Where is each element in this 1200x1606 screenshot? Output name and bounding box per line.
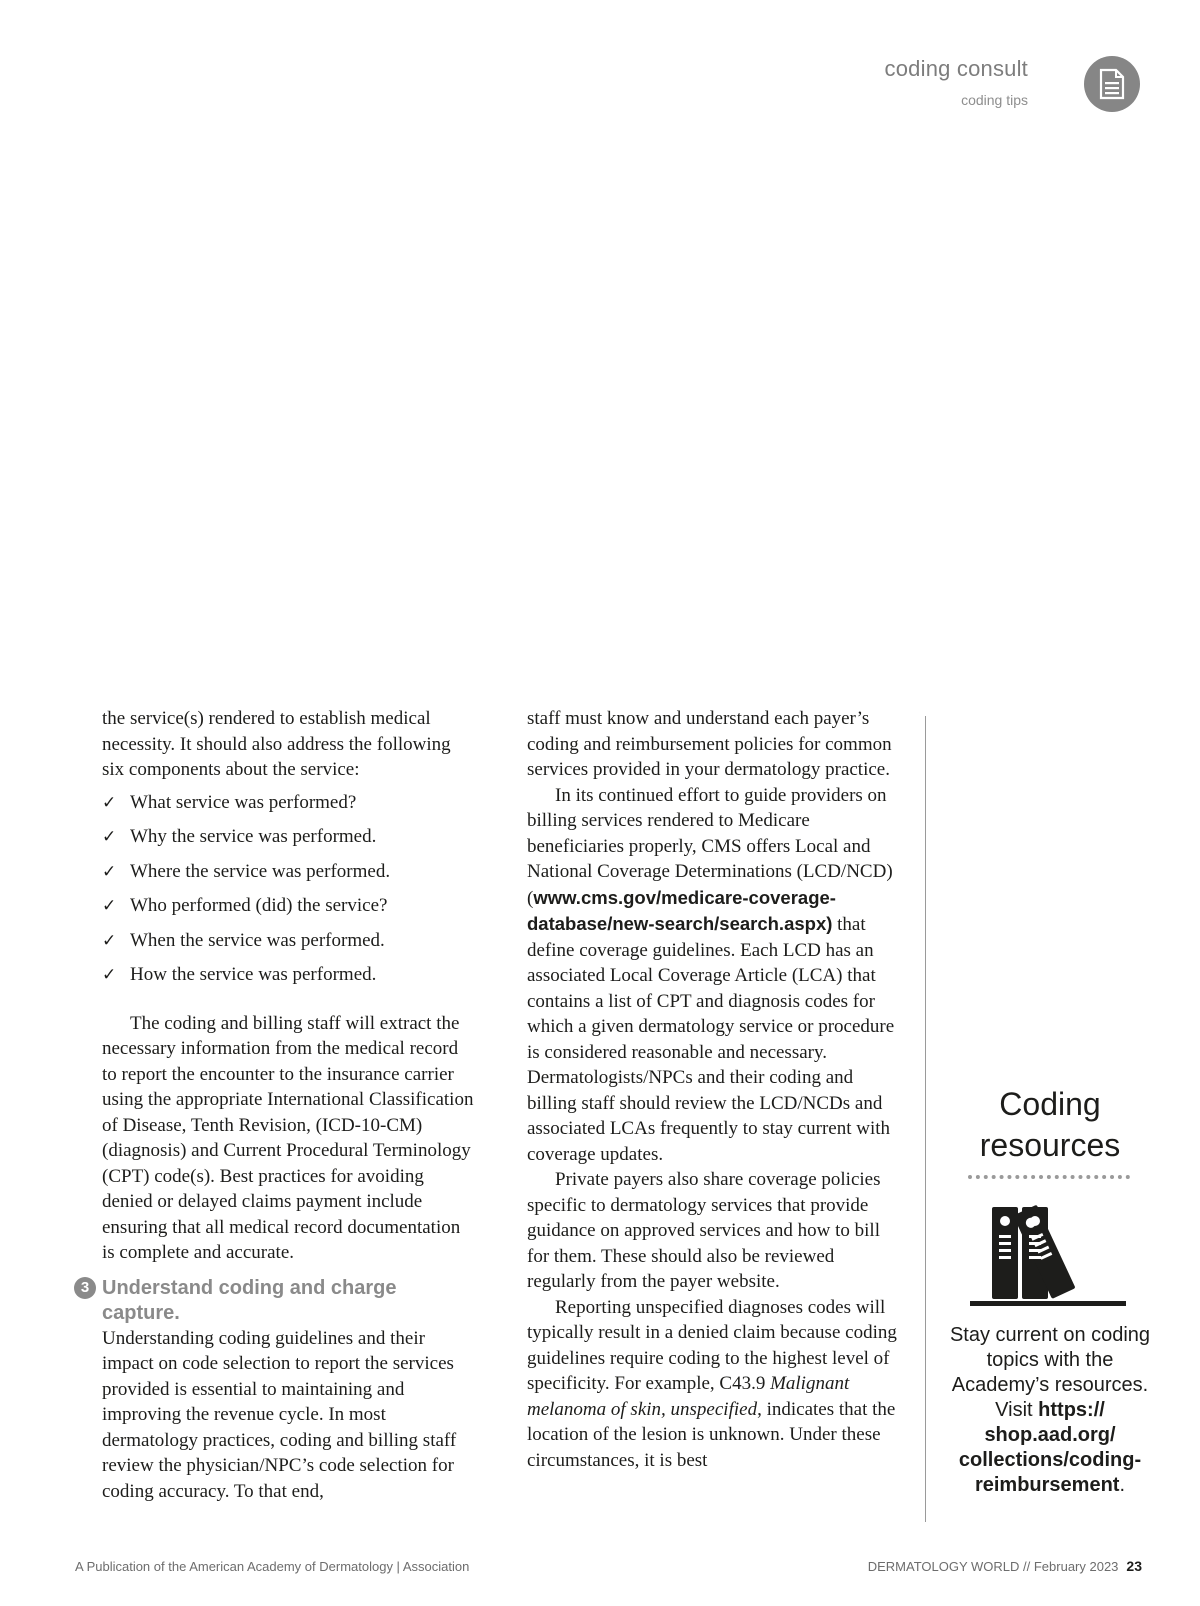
diagnosis-name: Malignant melanoma of skin, unspecified <box>527 1373 850 1420</box>
dotted-divider <box>968 1175 1130 1179</box>
checklist-text: How the service was performed. <box>130 964 377 985</box>
section-heading-text: Understand coding and charge capture. <box>102 1276 397 1324</box>
checklist-text: Why the service was performed. <box>130 826 377 847</box>
article-column-2 <box>527 706 902 1473</box>
checklist-item <box>102 962 474 997</box>
checklist-item <box>102 824 474 859</box>
checklist-text: What service was performed? <box>130 791 357 813</box>
checklist-text: Where the service was performed. <box>130 860 391 882</box>
checklist-item <box>102 859 474 894</box>
footer-issue <box>868 1558 1142 1574</box>
check-icon: ✓ <box>102 827 117 847</box>
sidebar-title <box>940 1084 1160 1166</box>
checklist-text: Who performed (did) the service? <box>130 895 388 916</box>
document-icon <box>1098 68 1126 100</box>
paragraph-text: Reporting unspecified diagnoses codes will typically result in a denied claim because coding guidelines require coding to the highest level of specificity. For example, C43.9 <box>527 1296 897 1394</box>
checklist-item <box>102 893 474 928</box>
paragraph-text: , indicates that the location of the lesion is unknown. Under these circumstances, it is best <box>527 1398 896 1471</box>
section-heading <box>80 1276 474 1326</box>
section-number: 3 <box>74 1277 96 1299</box>
checklist-item <box>102 928 474 963</box>
section-subtitle: coding tips <box>961 92 1028 108</box>
coding-resources-link[interactable]: https:// shop.aad.org/ collections/coding- reimbursement <box>958 1399 1142 1496</box>
checklist-item <box>102 790 474 825</box>
check-icon: ✓ <box>102 861 117 882</box>
body-paragraph: staff must know and understand each payer’s coding and reimbursement policies for common services provided in your dermatology practice. <box>527 708 892 780</box>
checklist-text: When the service was performed. <box>130 929 385 951</box>
column-divider <box>925 716 926 1522</box>
paragraph-text: that define coverage guidelines. Each LCD has an associated Local Coverage Article (LCA) that contains a list of CPT and diagnosis codes for which a given dermatology service or procedure is considered reasonable and necessary. Dermatologists/NPCs and their coding and billing staff should review the LCD/NCDs and associated LCAs frequently to stay current with coverage updates. <box>527 914 895 1165</box>
body-paragraph: The coding and billing staff will extract the necessary information from the medical record to report the encounter to the insurance carrier using the appropriate International Classification of Disease, Tenth Revision, (ICD-10-CM) (diagnosis) and Current Procedural Terminology (CPT) code(s). Best practices for avoiding denied or delayed claims payment include ensuring that all medical record documentation is complete and accurate. <box>102 1012 474 1263</box>
sidebar-period: . <box>1119 1474 1126 1496</box>
article-column-1 <box>80 706 474 1504</box>
body-paragraph: Private payers also share coverage policies specific to dermatology services that provide guidance on approved services and how to bill for them. These should also be reviewed regularly from the payer website. <box>527 1169 881 1292</box>
footer-magazine: DERMATOLOGY WORLD // February 2023 <box>867 1559 1119 1574</box>
check-icon: ✓ <box>102 792 117 813</box>
page-number: 23 <box>1126 1558 1142 1574</box>
sidebar-text <box>940 1323 1160 1498</box>
check-icon: ✓ <box>102 896 117 916</box>
intro-paragraph: the service(s) rendered to establish medical necessity. It should also address the following six components about the service: <box>102 708 451 780</box>
body-paragraph <box>527 1295 902 1474</box>
cms-database-link[interactable]: www.cms.gov/medicare-coverage-database/new-search/search.aspx) <box>527 886 836 934</box>
body-paragraph <box>527 783 902 1168</box>
section-title: coding consult <box>884 56 1028 81</box>
check-icon: ✓ <box>102 965 117 985</box>
paragraph-text: In its continued effort to guide providers on billing services rendered to Medicare beneficiaries properly, CMS offers Local and National Coverage Determinations (LCD/NCD) ( <box>527 784 893 909</box>
sidebar-title-line: Coding <box>999 1086 1101 1122</box>
component-checklist <box>102 790 474 997</box>
binders-icon <box>970 1205 1130 1309</box>
section-badge <box>1084 56 1140 112</box>
footer-publisher: A Publication of the American Academy of Dermatology | Association <box>75 1559 470 1574</box>
sidebar-visit: Visit <box>995 1399 1033 1421</box>
sidebar-title-line: resources <box>979 1127 1121 1163</box>
check-icon: ✓ <box>102 930 117 951</box>
sidebar-blurb: Stay current on coding topics with the Academy’s resources. <box>949 1324 1151 1396</box>
section-paragraph: Understanding coding guidelines and their impact on code selection to report the services provided is essential to maintaining and improving the revenue cycle. In most dermatology practices, coding and billing staff review the physician/NPC’s code selection for coding accuracy. To that end, <box>102 1327 457 1502</box>
